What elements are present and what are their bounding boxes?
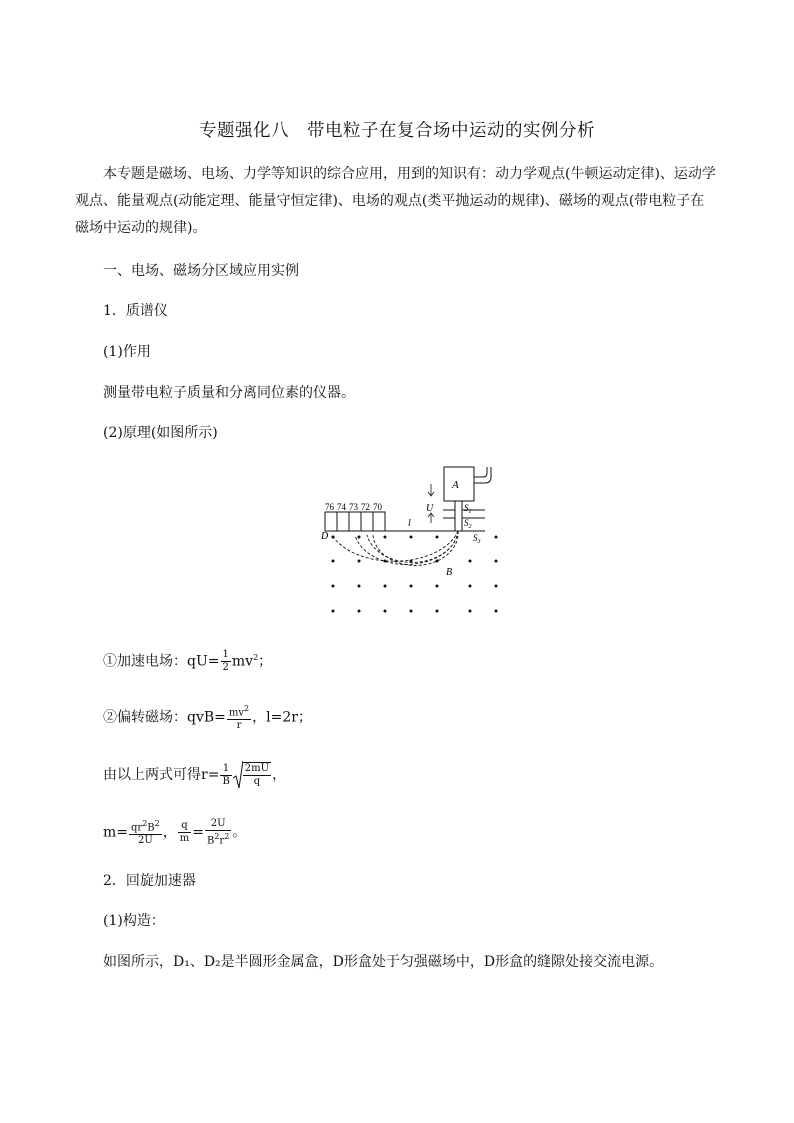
item-function-text: 测量带电粒子质量和分离同位素的仪器。 — [103, 385, 355, 401]
label-70: 70 — [373, 502, 382, 512]
page-title: 专题强化八 带电粒子在复合场中运动的实例分析 — [199, 121, 595, 141]
magnetic-field-dots — [332, 536, 498, 613]
formula-accelerating-field: ①加速电场：qU= $\frac{1}{2}$ $mv^2$； — [103, 649, 273, 674]
item-cyclotron: 2．回旋加速器 — [103, 873, 196, 889]
item-principle-heading: (2)原理(如图所示) — [103, 425, 218, 441]
label-S2: $S_2$ — [464, 518, 472, 530]
intro-line-1: 本专题是磁场、电场、力学等知识的综合应用，用到的知识有：动力学观点(牛顿运动定律)、运动学 — [103, 166, 716, 182]
label-B: B — [446, 567, 453, 578]
formula3-prefix: 由以上两式可得r= — [103, 767, 220, 783]
mass-spectrometer-diagram — [315, 465, 515, 619]
label-A: A — [452, 479, 459, 491]
label-l: l — [408, 518, 411, 529]
fraction-mv2-r: $\frac{mv^2}{r}$ — [228, 704, 250, 732]
formula2-prefix: ②偏转磁场：qvB= — [103, 709, 226, 726]
fraction-1-B: $\frac{1}{B}$ — [222, 762, 230, 787]
fraction-q-m: $\frac{q}{m}$ — [179, 820, 190, 845]
item-mass-spectrometer: 1．质谱仪 — [103, 303, 168, 319]
label-76: 76 — [325, 502, 334, 512]
item-function-heading: (1)作用 — [103, 344, 151, 360]
label-S1: $S_1$ — [464, 503, 472, 515]
intro-line-2: 观点、能量观点(动能定理、能量守恒定律)、电场的观点(类平抛运动的规律)、磁场的观点(带电粒子在 — [75, 193, 705, 209]
formula-radius: 由以上两式可得r= $\frac{1}{B}$ $\frac{2mU}{q}$ ， — [103, 760, 286, 790]
fraction-half: $\frac{1}{2}$ — [222, 649, 229, 674]
label-73: 73 — [349, 502, 358, 512]
item-structure-text: 如图所示，D₁、D₂是半圆形金属盒，D形盒处于匀强磁场中，D形盒的缝隙处接交流电源。 — [103, 954, 664, 970]
formula-deflecting-field: ②偏转磁场：qvB= $\frac{mv^2}{r}$ ，l=2r； — [103, 704, 312, 732]
label-D: D — [321, 531, 329, 542]
fraction-m: $\frac{qr^2B^2}{2U}$ — [131, 819, 160, 847]
formula-mass-ratio: m= $\frac{qr^2B^2}{2U}$ ， $\frac{q}{m}$ = $\frac{2U}{B^2r^2}$ 。 — [103, 818, 247, 847]
formula1-prefix: ①加速电场：qU= — [103, 653, 220, 670]
intro-line-3: 磁场中运动的规律)。 — [75, 220, 207, 236]
label-74: 74 — [337, 502, 346, 512]
label-S3: $S_3$ — [473, 533, 481, 545]
label-U: U — [426, 503, 434, 514]
section-heading-1: 一、电场、磁场分区域应用实例 — [103, 263, 299, 279]
fraction-2U: $\frac{2U}{B^2r^2}$ — [206, 818, 230, 847]
sqrt-symbol: $\frac{2mU}{q}$ — [233, 760, 272, 790]
item-structure-heading: (1)构造： — [103, 913, 165, 929]
label-72: 72 — [361, 502, 370, 512]
